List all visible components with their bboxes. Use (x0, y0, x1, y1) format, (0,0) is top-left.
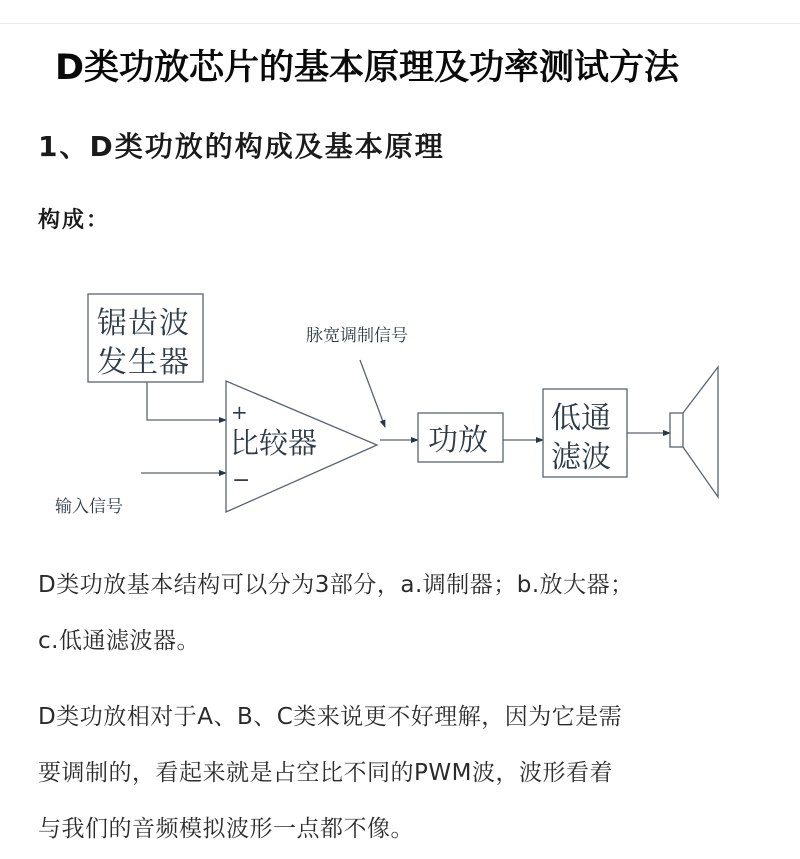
pwm-signal-label: 脉宽调制信号 (306, 326, 408, 346)
speaker-icon (670, 367, 718, 497)
paragraph-1-line-1: D类功放基本结构可以分为3部分，a.调制器；b.放大器； (38, 572, 634, 598)
sawtooth-label-line2: 发生器 (97, 345, 190, 380)
power-amp-label: 功放 (428, 423, 488, 458)
pwm-pointer-arrow (360, 360, 385, 427)
paragraph-2-line-2: 要调制的，看起来就是占空比不同的PWM波，波形看着 (38, 760, 613, 786)
input-signal-label: 输入信号 (55, 497, 123, 517)
class-d-block-diagram (0, 270, 800, 540)
comparator-plus: + (231, 400, 248, 424)
sawtooth-to-comparator-line (147, 382, 226, 420)
sub-heading: 构成： (38, 208, 111, 233)
top-divider (0, 23, 800, 24)
paragraph-1-line-2: c.低通滤波器。 (38, 628, 200, 654)
paragraph-2-line-1: D类功放相对于A、B、C类来说更不好理解，因为它是需 (38, 704, 623, 730)
sawtooth-label-line1: 锯齿波 (97, 306, 190, 341)
comparator-minus: − (232, 468, 251, 493)
filter-label-line2: 滤波 (551, 440, 611, 475)
article-title: D类功放芯片的基本原理及功率测试方法 (55, 48, 680, 88)
filter-label-line1: 低通 (551, 401, 611, 436)
paragraph-2-line-3: 与我们的音频模拟波形一点都不像。 (38, 816, 414, 842)
comparator-label: 比较器 (230, 426, 318, 460)
section-heading: 1、D类功放的构成及基本原理 (38, 130, 445, 163)
